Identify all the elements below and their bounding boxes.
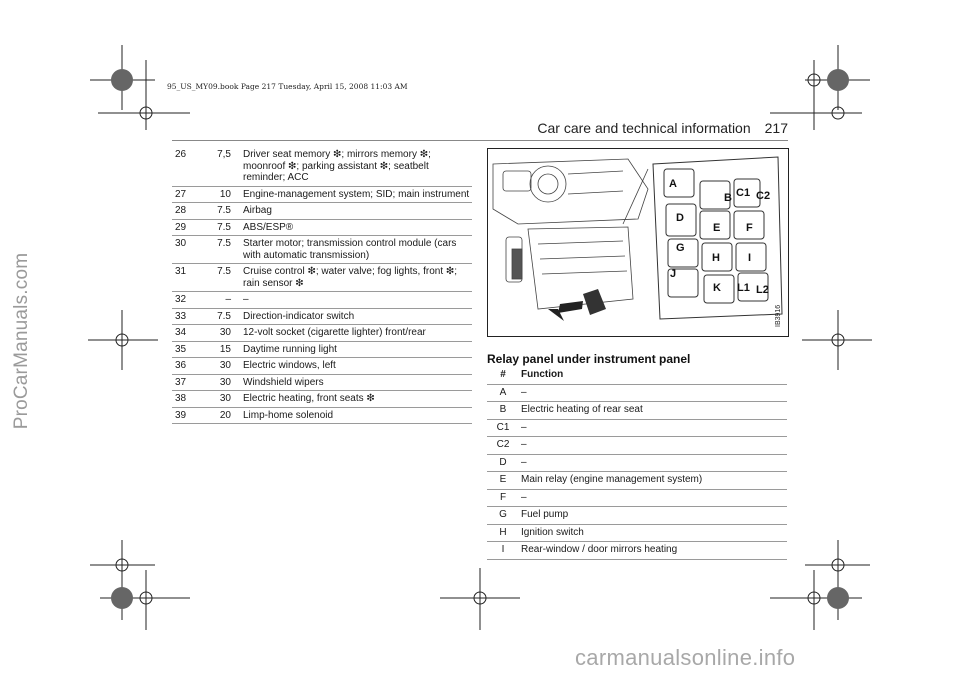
relay-row (487, 524, 787, 542)
fuse-number: 36 (172, 358, 203, 375)
relay-key: B (487, 402, 519, 420)
relay-row (487, 454, 787, 472)
fuse-number: 32 (172, 292, 203, 309)
fuse-number: 31 (172, 264, 203, 292)
fuse-amperage: 30 (203, 374, 241, 391)
fuse-number: 39 (172, 407, 203, 424)
page-number: 217 (764, 120, 788, 136)
relay-section-title: Relay panel under instrument panel (487, 352, 691, 366)
relay-key: C1 (487, 419, 519, 437)
fuse-row (172, 374, 472, 391)
relay-label-c2: C2 (756, 190, 771, 202)
fuse-number: 37 (172, 374, 203, 391)
figure-code: IB3916 (775, 304, 782, 327)
fuse-number: 33 (172, 308, 203, 325)
relay-row (487, 472, 787, 490)
fuse-function: Engine-management system; SID; main instrument (241, 186, 472, 203)
fuse-amperage: 30 (203, 358, 241, 375)
fuse-row (172, 264, 472, 292)
fuse-number: 30 (172, 236, 203, 264)
relay-row (487, 542, 787, 560)
relay-key: D (487, 454, 519, 472)
fuse-function: Airbag (241, 203, 472, 220)
fuse-number: 29 (172, 219, 203, 236)
fuse-function: Windshield wipers (241, 374, 472, 391)
relay-key: F (487, 489, 519, 507)
fuse-row (172, 341, 472, 358)
relay-label-c1: C1 (736, 187, 751, 199)
relay-function: Ignition switch (519, 524, 787, 542)
fuse-function: Electric windows, left (241, 358, 472, 375)
fuse-amperage: 15 (203, 341, 241, 358)
relay-col-function: Function (519, 367, 787, 384)
fuse-function: Direction-indicator switch (241, 308, 472, 325)
fuse-function: Starter motor; transmission control module (cars with automatic transmission) (241, 236, 472, 264)
fuse-number: 38 (172, 391, 203, 408)
relay-label-b: B (724, 192, 732, 204)
fuse-row (172, 186, 472, 203)
relay-key: H (487, 524, 519, 542)
fuse-row (172, 203, 472, 220)
relay-row (487, 384, 787, 402)
relay-key: I (487, 542, 519, 560)
fuse-row (172, 407, 472, 424)
relay-function: – (519, 489, 787, 507)
fuse-number: 34 (172, 325, 203, 342)
fuse-function: ABS/ESP® (241, 219, 472, 236)
fuse-amperage: 30 (203, 391, 241, 408)
fuse-amperage: 7.5 (203, 219, 241, 236)
side-watermark: ProCarManuals.com (11, 252, 32, 430)
fuse-row (172, 308, 472, 325)
relay-function: – (519, 437, 787, 455)
fuse-amperage: 7.5 (203, 308, 241, 325)
relay-function: – (519, 454, 787, 472)
relay-col-key: # (487, 367, 519, 384)
fuse-number: 35 (172, 341, 203, 358)
fuse-amperage: 20 (203, 407, 241, 424)
relay-label-h: H (712, 252, 720, 264)
relay-panel-illustration (488, 149, 788, 336)
relay-function: – (519, 384, 787, 402)
fuse-function: Cruise control ❇; water valve; fog lights, front ❇; rain sensor ❇ (241, 264, 472, 292)
fuse-table (172, 147, 472, 424)
fuse-amperage: 7.5 (203, 264, 241, 292)
fuse-row (172, 292, 472, 309)
fuse-row (172, 358, 472, 375)
bottom-watermark: carmanualsonline.info (575, 645, 796, 670)
relay-row (487, 419, 787, 437)
fuse-number: 27 (172, 186, 203, 203)
fuse-amperage: 7.5 (203, 236, 241, 264)
fuse-function: Electric heating, front seats ❇ (241, 391, 472, 408)
fuse-function: Driver seat memory ❇; mirrors memory ❇; moonroof ❇; parking assistant ❇; seatbelt reminder; ACC (241, 147, 472, 186)
fuse-row (172, 325, 472, 342)
fuse-function: Daytime running light (241, 341, 472, 358)
relay-label-g: G (676, 242, 685, 254)
book-header: 95_US_MY09.book Page 217 Tuesday, April 15, 2008 11:03 AM (167, 82, 408, 91)
relay-key: E (487, 472, 519, 490)
relay-label-i: I (748, 252, 752, 264)
relay-label-d: D (676, 212, 684, 224)
relay-key: G (487, 507, 519, 525)
page-header (500, 120, 788, 136)
relay-label-a: A (669, 178, 677, 190)
relay-panel-figure (487, 148, 789, 337)
fuse-row (172, 147, 472, 186)
fuse-amperage: – (203, 292, 241, 309)
relay-row (487, 507, 787, 525)
relay-row (487, 402, 787, 420)
relay-row (487, 489, 787, 507)
relay-function: Rear-window / door mirrors heating (519, 542, 787, 560)
fuse-number: 26 (172, 147, 203, 186)
relay-label-j: J (670, 268, 677, 280)
relay-label-k: K (713, 282, 721, 294)
relay-table-header (487, 367, 787, 384)
fuse-row (172, 391, 472, 408)
relay-function: Electric heating of rear seat (519, 402, 787, 420)
relay-label-l2: L2 (756, 284, 769, 296)
relay-key: A (487, 384, 519, 402)
fuse-row (172, 236, 472, 264)
section-title: Car care and technical information (537, 120, 751, 136)
header-rule (172, 140, 788, 141)
relay-label-l1: L1 (737, 282, 750, 294)
fuse-number: 28 (172, 203, 203, 220)
fuse-amperage: 7,5 (203, 147, 241, 186)
relay-row (487, 437, 787, 455)
fuse-function: – (241, 292, 472, 309)
relay-function: Main relay (engine management system) (519, 472, 787, 490)
fuse-amperage: 10 (203, 186, 241, 203)
relay-key: C2 (487, 437, 519, 455)
fuse-amperage: 7.5 (203, 203, 241, 220)
fuse-row (172, 219, 472, 236)
relay-function: Fuel pump (519, 507, 787, 525)
relay-label-f: F (746, 222, 753, 234)
fuse-amperage: 30 (203, 325, 241, 342)
fuse-function: Limp-home solenoid (241, 407, 472, 424)
relay-table (487, 367, 787, 560)
relay-label-e: E (713, 222, 721, 234)
fuse-function: 12-volt socket (cigarette lighter) front/rear (241, 325, 472, 342)
relay-function: – (519, 419, 787, 437)
